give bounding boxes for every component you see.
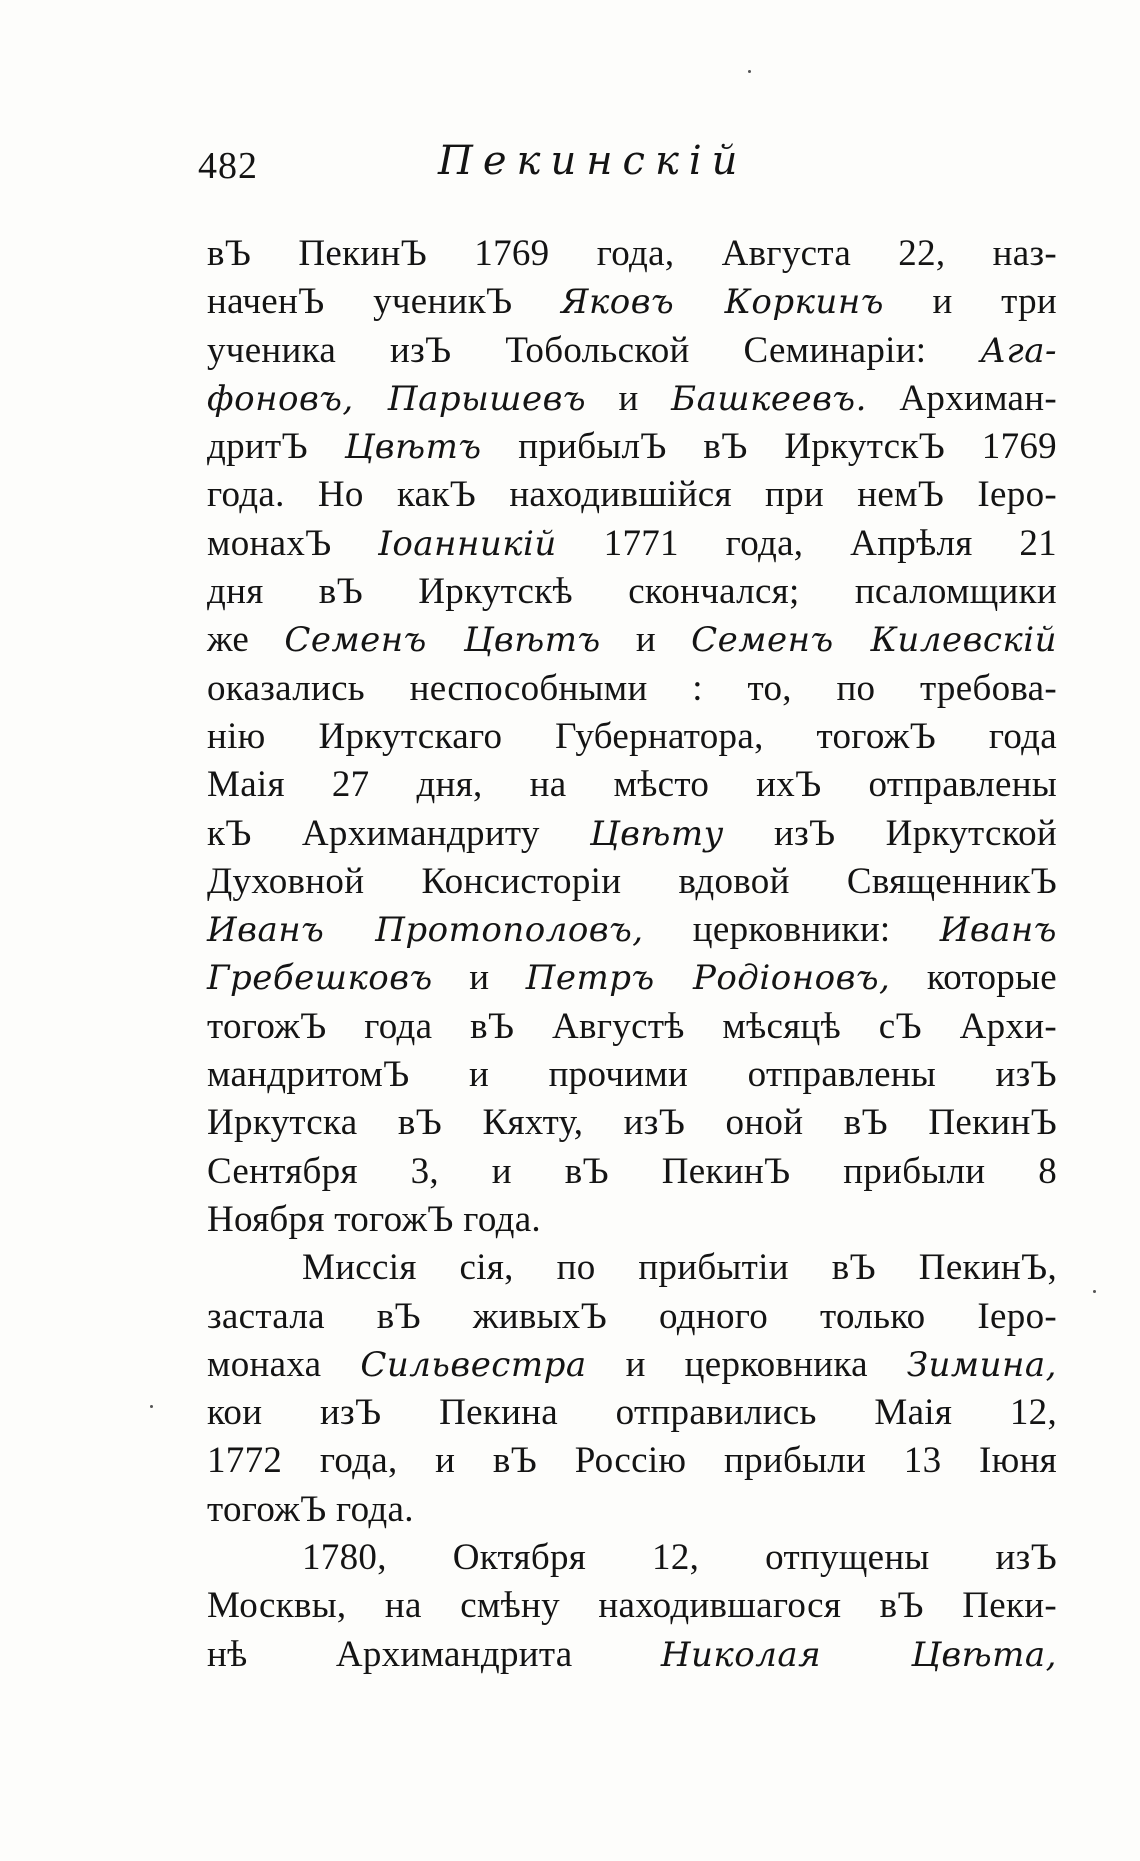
text-run: Сентября 3, и вЪ ПекинЪ прибыли 8 [207, 1150, 1057, 1192]
text-line [207, 1631, 1057, 1679]
text-run: тогожЪ года вЪ Августѣ мѣсяцѣ сЪ Архи- [207, 1005, 1057, 1047]
text-line [207, 810, 1057, 858]
text-run: и [600, 619, 692, 661]
italic-name: Иванъ Протополовъ, [207, 910, 644, 951]
page-header [198, 138, 1058, 198]
italic-name: Семенъ Цвѣтъ [284, 620, 601, 661]
text-run: нію Иркутскаго Губернатора, тогожЪ года [207, 715, 1057, 757]
italic-name: Семенъ Килевскій [691, 620, 1057, 661]
text-run: наченЪ ученикЪ [207, 281, 562, 323]
text-run: Миссія сія, по прибытіи вЪ ПекинЪ, [302, 1247, 1057, 1289]
text-line [207, 1486, 1057, 1534]
italic-name: Башкеевъ. [671, 378, 867, 419]
text-run: и три [883, 281, 1057, 323]
text-line [207, 1051, 1057, 1099]
italic-name: Цвѣтъ [344, 427, 482, 468]
text-line [207, 761, 1057, 809]
text-run: которые [890, 957, 1057, 999]
text-line [207, 1244, 1057, 1292]
text-run: прибылЪ вЪ ИркутскЪ 1769 [481, 426, 1057, 468]
text-run: кои изЪ Пекина отправились Маія 12, [207, 1392, 1057, 1434]
running-head: Пекинскій [438, 138, 748, 184]
text-line [207, 1148, 1057, 1196]
text-line [207, 423, 1057, 471]
text-run: Маія 27 дня, на мѣсто ихЪ отправлены [207, 764, 1057, 806]
page-number: 482 [198, 145, 258, 187]
text-run: церковники: [643, 909, 940, 951]
text-run: оказались неспособными : то, по требова- [207, 667, 1057, 709]
paper-speck [1093, 1290, 1096, 1293]
text-line [207, 278, 1057, 326]
italic-name: Зимина, [906, 1344, 1057, 1385]
italic-name: Цвѣту [589, 813, 724, 854]
text-line [207, 375, 1057, 423]
body-text [207, 230, 1057, 1679]
italic-name: Николая Цвѣта, [660, 1634, 1057, 1675]
italic-name: Иванъ [939, 910, 1057, 951]
text-line [207, 1534, 1057, 1582]
text-run: Архиман- [866, 377, 1057, 419]
text-run: монахЪ [207, 522, 379, 564]
text-line [207, 1293, 1057, 1341]
text-line [207, 327, 1057, 375]
text-line [207, 906, 1057, 954]
text-run: нѣ Архимандрита [207, 1633, 661, 1675]
paper-speck [748, 70, 751, 73]
text-run: и [432, 957, 526, 999]
text-line [207, 1582, 1057, 1630]
italic-name: Петръ Родіоновъ, [525, 958, 891, 999]
text-run: 1780, Октября 12, отпущены изЪ [302, 1537, 1057, 1579]
text-run: 1772 года, и вЪ Россію прибыли 13 Іюня [207, 1440, 1057, 1482]
text-line [207, 520, 1057, 568]
text-line [207, 1437, 1057, 1485]
text-line [207, 665, 1057, 713]
text-run: же [207, 619, 285, 661]
italic-name: Гребешковъ [207, 958, 433, 999]
text-line [207, 858, 1057, 906]
text-run: Иркутска вЪ Кяхту, изЪ оной вЪ ПекинЪ [207, 1102, 1057, 1144]
text-run: вЪ ПекинЪ 1769 года, Августа 22, наз- [207, 233, 1057, 274]
text-run: тогожЪ года. [207, 1488, 414, 1530]
italic-name: Ага- [980, 330, 1057, 371]
italic-name: фоновъ, Парышевъ [207, 378, 587, 419]
text-line [207, 713, 1057, 761]
text-run: дня вЪ Иркутскѣ скончался; псаломщики [207, 571, 1057, 613]
italic-name: Сильвестра [360, 1344, 587, 1385]
paper-speck [150, 1405, 153, 1408]
text-run: дритЪ [207, 426, 345, 468]
text-run: и церковника [586, 1343, 907, 1385]
text-line [207, 1003, 1057, 1051]
text-run: кЪ Архимандриту [207, 812, 590, 854]
text-run: изЪ Иркутской [723, 812, 1057, 854]
italic-name: Яковъ Коркинъ [561, 282, 884, 323]
text-line [207, 1389, 1057, 1437]
text-line [207, 471, 1057, 519]
text-line [207, 568, 1057, 616]
text-line [207, 1099, 1057, 1147]
text-run: монаха [207, 1343, 361, 1385]
text-line [207, 1341, 1057, 1389]
italic-name: Іоанникій [378, 523, 557, 564]
text-run: ученика изЪ Тобольской Семинаріи: [207, 329, 981, 371]
text-run: 1771 года, Апрѣля 21 [556, 522, 1057, 564]
text-line [207, 1196, 1057, 1244]
text-run: застала вЪ живыхЪ одного только Іеро- [207, 1295, 1057, 1337]
text-run: и [586, 377, 672, 419]
text-line [207, 616, 1057, 664]
text-run: Духовной Консисторіи вдовой СвященникЪ [207, 860, 1057, 902]
text-run: мандритомЪ и прочими отправлены изЪ [207, 1054, 1057, 1096]
text-run: года. Но какЪ находившійся при немЪ Іеро- [207, 474, 1057, 516]
text-run: Москвы, на смѣну находившагося вЪ Пеки- [207, 1585, 1057, 1627]
text-run: Ноября тогожЪ года. [207, 1198, 541, 1240]
text-line [207, 230, 1057, 278]
text-line [207, 954, 1057, 1002]
